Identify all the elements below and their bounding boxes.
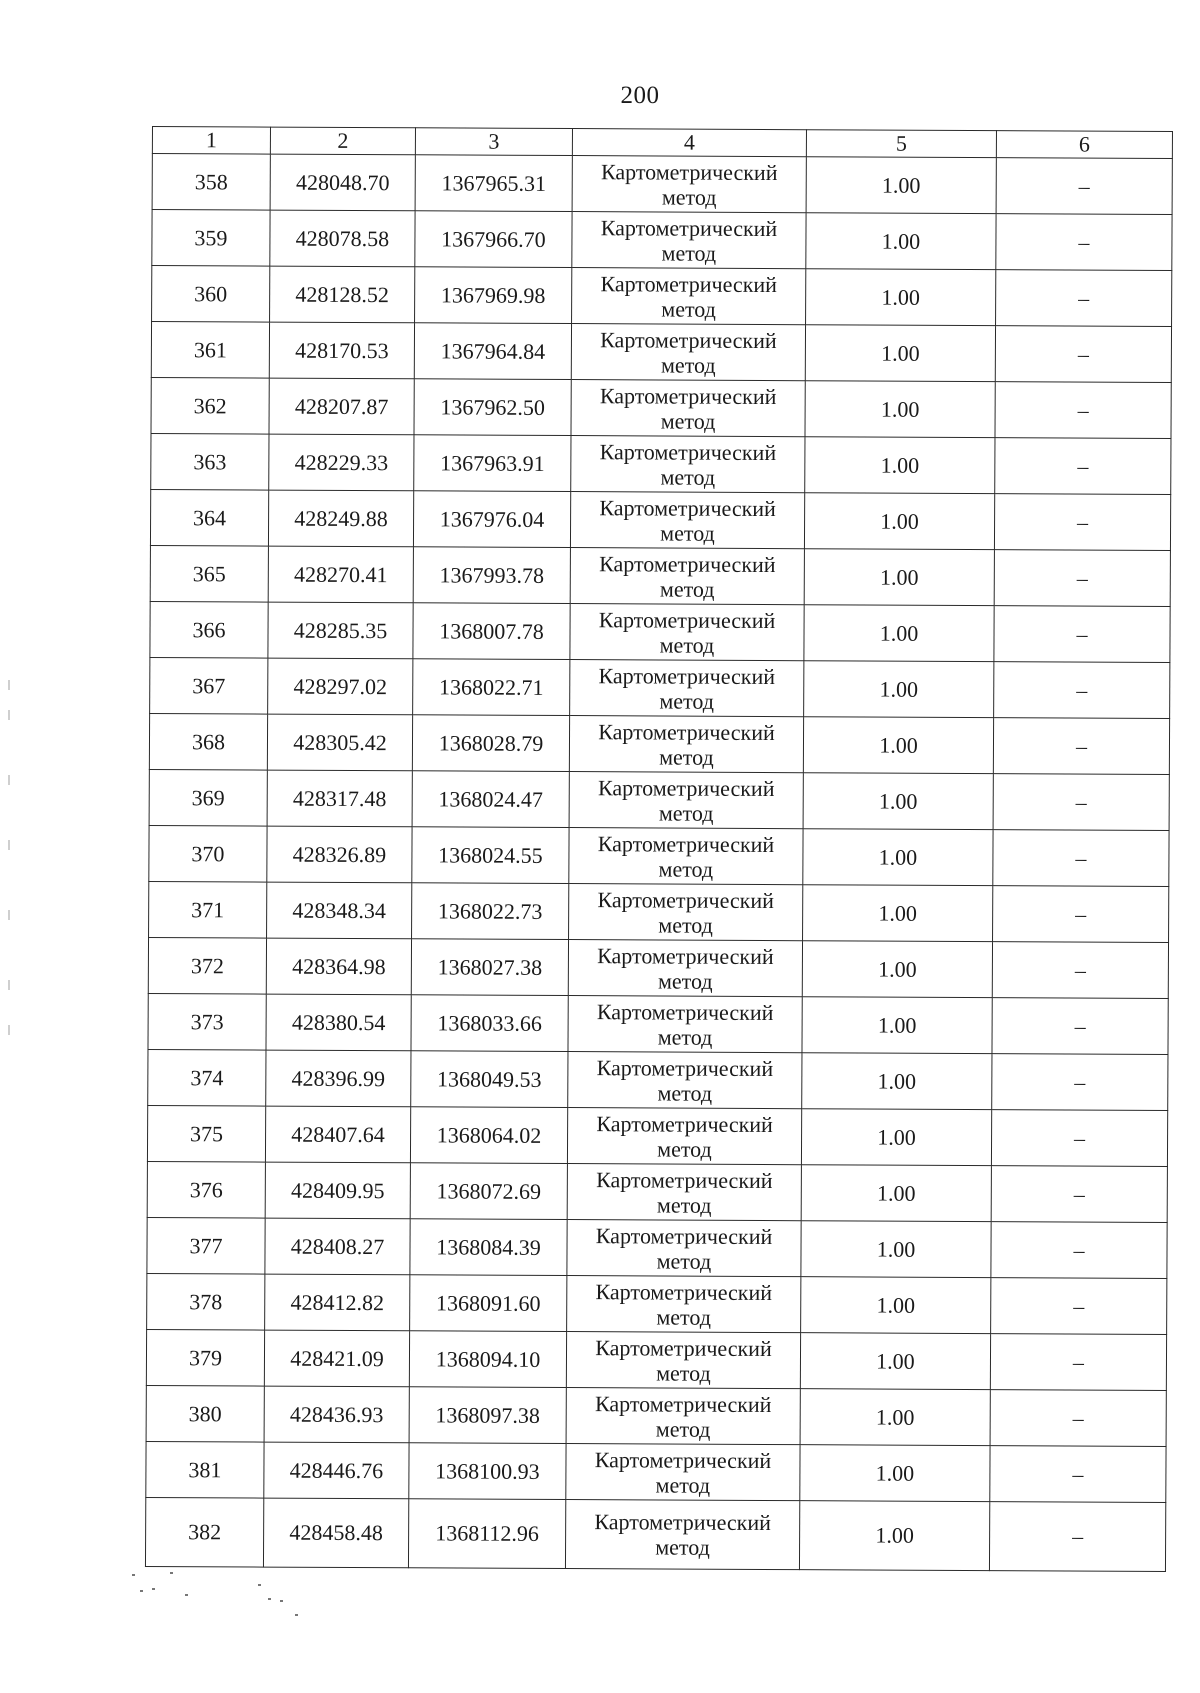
- method-line-2: метод: [658, 911, 713, 938]
- x-coordinate-cell: 428270.41: [268, 546, 413, 603]
- x-coordinate-cell: 428458.48: [263, 1498, 408, 1568]
- method-cell: [571, 436, 805, 493]
- header-col-3: 3: [415, 128, 572, 156]
- point-number-cell: 380: [146, 1385, 264, 1442]
- table-row: [148, 1049, 1168, 1110]
- x-coordinate-cell: 428048.70: [270, 154, 415, 211]
- accuracy-cell: 1.00: [800, 1389, 990, 1446]
- note-cell: –: [991, 1166, 1167, 1223]
- point-number-cell: 376: [147, 1161, 265, 1218]
- point-number-cell: 359: [152, 210, 270, 267]
- note-cell: –: [993, 830, 1169, 887]
- point-number-cell: 372: [148, 937, 266, 994]
- header-col-4: 4: [572, 129, 806, 157]
- method-line-1: Картометрический: [598, 718, 775, 745]
- table-row: [152, 154, 1172, 215]
- y-coordinate-cell: 1367966.70: [415, 211, 572, 268]
- y-coordinate-cell: 1367963.91: [414, 435, 571, 492]
- point-number-cell: 367: [150, 657, 268, 714]
- accuracy-cell: 1.00: [800, 1333, 990, 1390]
- note-cell: –: [996, 270, 1172, 327]
- method-cell: [568, 1052, 802, 1109]
- point-number-cell: 371: [149, 881, 267, 938]
- y-coordinate-cell: 1368072.69: [410, 1163, 567, 1220]
- table-row: [149, 713, 1169, 774]
- y-coordinate-cell: 1368028.79: [412, 715, 569, 772]
- method-cell: [569, 828, 803, 885]
- method-line-1: Картометрический: [600, 158, 778, 185]
- table-row: [152, 266, 1172, 327]
- note-cell: –: [989, 1502, 1165, 1572]
- method-line-1: Картометрический: [599, 438, 777, 465]
- table-row: [147, 1161, 1167, 1222]
- method-line-2: метод: [660, 519, 715, 546]
- x-coordinate-cell: 428436.93: [264, 1386, 409, 1443]
- point-number-cell: 382: [145, 1497, 263, 1567]
- x-coordinate-cell: 428396.99: [266, 1050, 411, 1107]
- method-cell: [567, 1220, 801, 1277]
- note-cell: –: [995, 326, 1171, 383]
- method-line-1: Картометрический: [596, 1166, 773, 1193]
- y-coordinate-cell: 1368033.66: [411, 995, 568, 1052]
- point-number-cell: 366: [150, 601, 268, 658]
- header-col-6: 6: [996, 131, 1172, 159]
- point-number-cell: 378: [147, 1273, 265, 1330]
- x-coordinate-cell: 428207.87: [269, 378, 414, 435]
- table-row: [148, 937, 1168, 998]
- method-line-2: метод: [657, 1079, 713, 1106]
- accuracy-cell: 1.00: [804, 605, 994, 662]
- note-cell: –: [994, 606, 1170, 663]
- x-coordinate-cell: 428326.89: [267, 826, 412, 883]
- accuracy-cell: 1.00: [802, 941, 992, 998]
- y-coordinate-cell: 1367965.31: [415, 155, 572, 212]
- method-cell: [569, 884, 803, 941]
- note-cell: –: [994, 494, 1170, 551]
- y-coordinate-cell: 1368064.02: [410, 1107, 567, 1164]
- method-line-1: Картометрический: [597, 886, 775, 913]
- method-line-1: Картометрический: [594, 1390, 772, 1417]
- table-body: [145, 154, 1172, 1572]
- x-coordinate-cell: 428407.64: [265, 1106, 410, 1163]
- method-line-2: метод: [659, 687, 715, 714]
- method-cell: [567, 1276, 801, 1333]
- y-coordinate-cell: 1367962.50: [414, 379, 571, 436]
- header-col-5: 5: [806, 130, 996, 158]
- table-row: [149, 825, 1169, 886]
- y-coordinate-cell: 1368027.38: [411, 939, 568, 996]
- point-number-cell: 368: [149, 713, 267, 770]
- y-coordinate-cell: 1367969.98: [415, 267, 572, 324]
- method-cell: [565, 1500, 799, 1570]
- accuracy-cell: 1.00: [803, 717, 993, 774]
- table-row: [146, 1329, 1166, 1390]
- y-coordinate-cell: 1367964.84: [414, 323, 571, 380]
- method-line-2: метод: [658, 799, 714, 826]
- y-coordinate-cell: 1368022.73: [412, 883, 569, 940]
- note-cell: –: [996, 214, 1172, 271]
- method-cell: [572, 212, 806, 269]
- accuracy-cell: 1.00: [804, 493, 994, 550]
- method-cell: [570, 604, 804, 661]
- method-line-2: метод: [658, 855, 714, 882]
- method-line-1: Картометрический: [598, 662, 776, 689]
- method-cell: [568, 996, 802, 1053]
- method-line-1: Картометрический: [600, 214, 778, 241]
- note-cell: –: [996, 158, 1172, 215]
- x-coordinate-cell: 428364.98: [266, 938, 411, 995]
- method-line-1: Картометрический: [600, 326, 777, 353]
- accuracy-cell: 1.00: [804, 661, 994, 718]
- method-cell: [571, 324, 805, 381]
- y-coordinate-cell: 1367976.04: [413, 491, 570, 548]
- point-number-cell: 364: [150, 489, 268, 546]
- point-number-cell: 370: [149, 825, 267, 882]
- table-row: [146, 1441, 1166, 1502]
- accuracy-cell: 1.00: [806, 269, 996, 326]
- note-cell: –: [994, 550, 1170, 607]
- x-coordinate-cell: 428229.33: [269, 434, 414, 491]
- accuracy-cell: 1.00: [801, 1109, 991, 1166]
- method-line-1: Картометрический: [596, 1110, 773, 1137]
- x-coordinate-cell: 428380.54: [266, 994, 411, 1051]
- table-row: [152, 210, 1172, 271]
- method-cell: [566, 1444, 800, 1501]
- accuracy-cell: 1.00: [805, 381, 995, 438]
- method-cell: [569, 716, 803, 773]
- header-col-2: 2: [270, 127, 415, 155]
- method-line-1: Картометрический: [597, 942, 774, 969]
- table-row: [148, 993, 1168, 1054]
- table-row: [145, 1497, 1165, 1571]
- method-line-1: Картометрический: [596, 998, 774, 1025]
- point-number-cell: 369: [149, 769, 267, 826]
- note-cell: –: [990, 1390, 1166, 1447]
- method-line-2: метод: [656, 1191, 712, 1218]
- scan-edge-marks: [8, 680, 12, 1040]
- note-cell: –: [993, 718, 1169, 775]
- accuracy-cell: 1.00: [804, 549, 994, 606]
- method-line-2: метод: [660, 463, 716, 490]
- point-number-cell: 374: [148, 1049, 266, 1106]
- point-number-cell: 381: [146, 1441, 264, 1498]
- table-row: [147, 1273, 1167, 1334]
- method-line-2: метод: [660, 351, 716, 378]
- method-line-1: Картометрический: [596, 1054, 774, 1081]
- accuracy-cell: 1.00: [801, 1277, 991, 1334]
- point-number-cell: 379: [146, 1329, 264, 1386]
- accuracy-cell: 1.00: [799, 1501, 989, 1571]
- x-coordinate-cell: 428421.09: [264, 1330, 409, 1387]
- y-coordinate-cell: 1368007.78: [413, 603, 570, 660]
- method-line-1: Картометрический: [599, 382, 777, 409]
- method-cell: [568, 940, 802, 997]
- coordinates-table: [145, 126, 1173, 1572]
- accuracy-cell: 1.00: [800, 1445, 990, 1502]
- note-cell: –: [994, 662, 1170, 719]
- y-coordinate-cell: 1368094.10: [409, 1331, 566, 1388]
- method-line-2: метод: [661, 183, 717, 210]
- method-line-2: метод: [657, 967, 713, 994]
- note-cell: –: [992, 998, 1168, 1055]
- table-row: [150, 489, 1170, 550]
- point-number-cell: 377: [147, 1217, 265, 1274]
- x-coordinate-cell: 428285.35: [268, 602, 413, 659]
- method-cell: [566, 1388, 800, 1445]
- method-line-1: Картометрический: [595, 1222, 773, 1249]
- x-coordinate-cell: 428408.27: [265, 1218, 410, 1275]
- accuracy-cell: 1.00: [803, 829, 993, 886]
- point-number-cell: 362: [151, 377, 269, 434]
- x-coordinate-cell: 428348.34: [267, 882, 412, 939]
- note-cell: –: [991, 1110, 1167, 1167]
- method-line-2: метод: [659, 631, 715, 658]
- note-cell: –: [990, 1446, 1166, 1503]
- x-coordinate-cell: 428412.82: [265, 1274, 410, 1331]
- y-coordinate-cell: 1368091.60: [410, 1275, 567, 1332]
- point-number-cell: 358: [152, 154, 270, 211]
- method-cell: [571, 380, 805, 437]
- method-cell: [566, 1332, 800, 1389]
- y-coordinate-cell: 1368049.53: [411, 1051, 568, 1108]
- method-line-1: Картометрический: [597, 830, 775, 857]
- x-coordinate-cell: 428128.52: [270, 266, 415, 323]
- point-number-cell: 375: [147, 1105, 265, 1162]
- x-coordinate-cell: 428170.53: [269, 322, 414, 379]
- note-cell: –: [991, 1222, 1167, 1279]
- table-row: [149, 881, 1169, 942]
- note-cell: –: [995, 438, 1171, 495]
- y-coordinate-cell: 1368084.39: [410, 1219, 567, 1276]
- method-line-2: метод: [657, 1135, 712, 1162]
- table-row: [151, 377, 1171, 438]
- table-row: [147, 1217, 1167, 1278]
- table-row: [150, 657, 1170, 718]
- y-coordinate-cell: 1368024.47: [412, 771, 569, 828]
- method-cell: [569, 772, 803, 829]
- table-row: [149, 769, 1169, 830]
- table-row: [147, 1105, 1167, 1166]
- table-row: [150, 545, 1170, 606]
- method-line-2: метод: [661, 239, 717, 266]
- method-line-2: метод: [660, 407, 716, 434]
- method-line-2: метод: [659, 575, 715, 602]
- method-line-2: метод: [656, 1247, 712, 1274]
- method-line-2: метод: [655, 1415, 711, 1442]
- method-line-1: Картометрический: [595, 1278, 773, 1305]
- method-line-2: метод: [661, 295, 716, 322]
- method-line-1: Картометрический: [600, 270, 778, 297]
- y-coordinate-cell: 1368112.96: [408, 1499, 565, 1569]
- page-number: 200: [620, 82, 660, 109]
- x-coordinate-cell: 428297.02: [268, 658, 413, 715]
- note-cell: –: [995, 382, 1171, 439]
- method-line-1: Картометрический: [594, 1446, 772, 1473]
- note-cell: –: [993, 886, 1169, 943]
- note-cell: –: [993, 774, 1169, 831]
- method-line-1: Картометрический: [599, 550, 776, 577]
- method-cell: [567, 1164, 801, 1221]
- x-coordinate-cell: 428409.95: [265, 1162, 410, 1219]
- point-number-cell: 373: [148, 993, 266, 1050]
- note-cell: –: [990, 1334, 1166, 1391]
- method-line-2: метод: [655, 1534, 710, 1560]
- method-cell: [572, 268, 806, 325]
- accuracy-cell: 1.00: [803, 885, 993, 942]
- accuracy-cell: 1.00: [802, 997, 992, 1054]
- accuracy-cell: 1.00: [806, 157, 996, 214]
- header-col-1: 1: [152, 127, 270, 155]
- note-cell: –: [992, 1054, 1168, 1111]
- method-cell: [572, 156, 806, 213]
- method-line-1: Картометрический: [595, 1334, 772, 1361]
- accuracy-cell: 1.00: [806, 213, 996, 270]
- accuracy-cell: 1.00: [805, 437, 995, 494]
- y-coordinate-cell: 1368100.93: [409, 1443, 566, 1500]
- x-coordinate-cell: 428305.42: [267, 714, 412, 771]
- x-coordinate-cell: 428317.48: [267, 770, 412, 827]
- accuracy-cell: 1.00: [803, 773, 993, 830]
- accuracy-cell: 1.00: [802, 1053, 992, 1110]
- point-number-cell: 363: [151, 433, 269, 490]
- table-row: [151, 433, 1171, 494]
- point-number-cell: 360: [152, 266, 270, 323]
- accuracy-cell: 1.00: [805, 325, 995, 382]
- method-line-2: метод: [659, 743, 714, 770]
- table-row: [151, 322, 1171, 383]
- method-line-2: метод: [657, 1023, 713, 1050]
- method-cell: [570, 492, 804, 549]
- y-coordinate-cell: 1368097.38: [409, 1387, 566, 1444]
- y-coordinate-cell: 1367993.78: [413, 547, 570, 604]
- method-line-2: метод: [656, 1303, 712, 1330]
- method-line-1: Картометрический: [597, 774, 775, 801]
- method-line-1: Картометрический: [599, 494, 776, 521]
- point-number-cell: 365: [150, 545, 268, 602]
- table-row: [146, 1385, 1166, 1446]
- table-row: [150, 601, 1170, 662]
- method-cell: [570, 660, 804, 717]
- method-line-1: Картометрический: [598, 606, 776, 633]
- method-line-2: метод: [656, 1359, 711, 1386]
- x-coordinate-cell: 428249.88: [268, 490, 413, 547]
- method-cell: [567, 1108, 801, 1165]
- scan-specks: [130, 1570, 350, 1630]
- accuracy-cell: 1.00: [801, 1165, 991, 1222]
- note-cell: –: [992, 942, 1168, 999]
- y-coordinate-cell: 1368022.71: [413, 659, 570, 716]
- point-number-cell: 361: [151, 322, 269, 379]
- method-cell: [570, 548, 804, 605]
- x-coordinate-cell: 428446.76: [264, 1442, 409, 1499]
- method-line-2: метод: [655, 1471, 711, 1498]
- y-coordinate-cell: 1368024.55: [412, 827, 569, 884]
- x-coordinate-cell: 428078.58: [270, 210, 415, 267]
- accuracy-cell: 1.00: [801, 1221, 991, 1278]
- note-cell: –: [991, 1278, 1167, 1335]
- method-line-1: Картометрический: [594, 1509, 771, 1536]
